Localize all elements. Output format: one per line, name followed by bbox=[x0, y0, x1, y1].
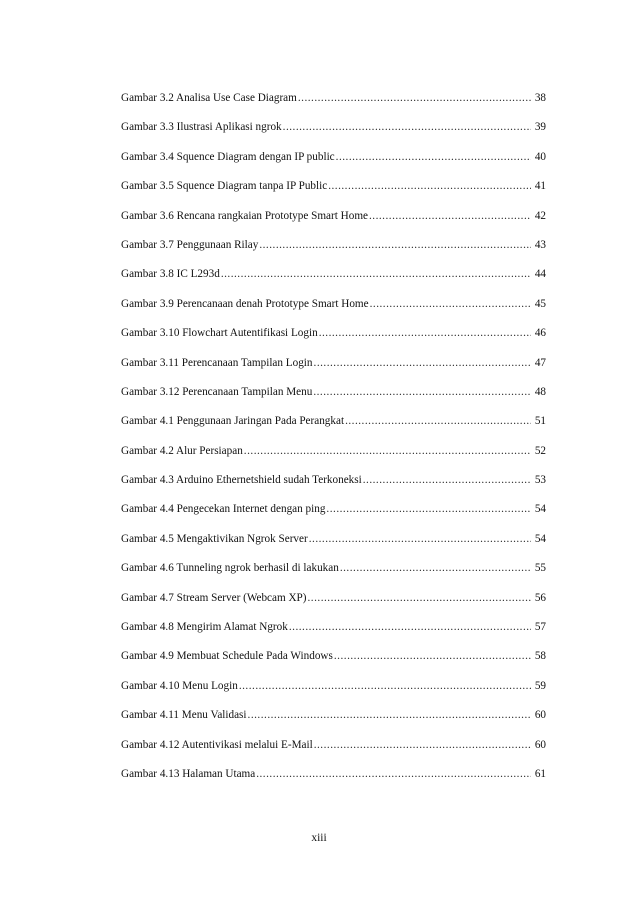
dot-leader bbox=[298, 91, 531, 105]
dot-leader bbox=[345, 414, 531, 428]
entry-label: Gambar 4.11 Menu Validasi bbox=[121, 709, 247, 722]
dot-leader bbox=[256, 767, 531, 781]
entry-label: Gambar 3.4 Squence Diagram dengan IP public bbox=[121, 150, 335, 163]
entry-page-number: 55 bbox=[534, 562, 546, 575]
entry-page-number: 60 bbox=[534, 709, 546, 722]
entry-page-number: 41 bbox=[534, 180, 546, 193]
entry-page-number: 40 bbox=[534, 150, 546, 163]
toc-entry bbox=[121, 91, 546, 120]
entry-label: Gambar 4.1 Penggunaan Jaringan Pada Perangkat bbox=[121, 415, 345, 428]
entry-page-number: 46 bbox=[534, 327, 546, 340]
page-number-footer: xiii bbox=[311, 832, 327, 844]
entry-page-number: 45 bbox=[534, 297, 546, 310]
entry-page-number: 48 bbox=[534, 385, 546, 398]
dot-leader bbox=[336, 150, 531, 164]
entry-label: Gambar 3.2 Analisa Use Case Diagram bbox=[121, 92, 297, 104]
toc-entry bbox=[121, 326, 546, 355]
entry-page-number: 60 bbox=[534, 738, 546, 751]
entry-label: Gambar 3.7 Penggunaan Rilay bbox=[121, 238, 259, 251]
toc-entry bbox=[121, 385, 546, 414]
dot-leader bbox=[289, 620, 531, 634]
toc-entry bbox=[121, 120, 546, 149]
entry-label: Gambar 3.3 Ilustrasi Aplikasi ngrok bbox=[121, 121, 282, 134]
entry-label: Gambar 3.9 Perencanaan denah Prototype Smart Home bbox=[121, 297, 369, 310]
toc-entry bbox=[121, 679, 546, 708]
entry-label: Gambar 4.9 Membuat Schedule Pada Windows bbox=[121, 650, 333, 663]
dot-leader bbox=[328, 179, 531, 193]
toc-entry bbox=[121, 620, 546, 649]
toc-entry bbox=[121, 502, 546, 531]
dot-leader bbox=[314, 738, 531, 752]
dot-leader bbox=[239, 679, 531, 693]
toc-entry bbox=[121, 708, 546, 737]
toc-entry bbox=[121, 414, 546, 443]
entry-page-number: 52 bbox=[534, 444, 546, 457]
dot-leader bbox=[369, 209, 531, 223]
entry-label: Gambar 4.13 Halaman Utama bbox=[121, 767, 256, 780]
entry-page-number: 53 bbox=[534, 474, 546, 487]
dot-leader bbox=[319, 326, 531, 340]
entry-label: Gambar 3.5 Squence Diagram tanpa IP Public bbox=[121, 180, 328, 193]
toc-entry bbox=[121, 209, 546, 238]
entry-label: Gambar 4.10 Menu Login bbox=[121, 679, 238, 692]
toc-entry bbox=[121, 444, 546, 473]
entry-page-number: 47 bbox=[534, 356, 546, 369]
entry-label: Gambar 4.6 Tunneling ngrok berhasil di lakukan bbox=[121, 562, 339, 575]
entry-label: Gambar 4.12 Autentivikasi melalui E-Mail bbox=[121, 738, 313, 751]
dot-leader bbox=[308, 591, 532, 605]
dot-leader bbox=[313, 385, 531, 399]
dot-leader bbox=[363, 473, 531, 487]
entry-page-number: 42 bbox=[534, 209, 546, 222]
dot-leader bbox=[244, 444, 531, 458]
dot-leader bbox=[259, 238, 531, 252]
dot-leader bbox=[370, 297, 531, 311]
entry-page-number: 38 bbox=[534, 92, 546, 104]
entry-label: Gambar 3.10 Flowchart Autentifikasi Login bbox=[121, 327, 318, 340]
entry-label: Gambar 4.3 Arduino Ethernetshield sudah Terkoneksi bbox=[121, 474, 362, 487]
entry-label: Gambar 4.2 Alur Persiapan bbox=[121, 444, 243, 457]
dot-leader bbox=[221, 267, 531, 281]
entry-page-number: 39 bbox=[534, 121, 546, 134]
toc-entry bbox=[121, 356, 546, 385]
entry-label: Gambar 4.5 Mengaktivikan Ngrok Server bbox=[121, 532, 308, 545]
toc-entry bbox=[121, 767, 546, 796]
entry-page-number: 54 bbox=[534, 532, 546, 545]
dot-leader bbox=[283, 120, 531, 134]
entry-page-number: 43 bbox=[534, 238, 546, 251]
toc-entry bbox=[121, 591, 546, 620]
toc-entry bbox=[121, 649, 546, 678]
entry-label: Gambar 3.12 Perencanaan Tampilan Menu bbox=[121, 385, 313, 398]
dot-leader bbox=[314, 356, 531, 370]
entry-page-number: 56 bbox=[534, 591, 546, 604]
toc-entry bbox=[121, 473, 546, 502]
dot-leader bbox=[309, 532, 531, 546]
entry-label: Gambar 4.7 Stream Server (Webcam XP) bbox=[121, 591, 307, 604]
toc-entry bbox=[121, 738, 546, 767]
entry-page-number: 57 bbox=[534, 621, 546, 634]
dot-leader bbox=[340, 561, 531, 575]
entry-label: Gambar 4.8 Mengirim Alamat Ngrok bbox=[121, 621, 288, 634]
entry-label: Gambar 3.11 Perencanaan Tampilan Login bbox=[121, 356, 313, 369]
toc-entry bbox=[121, 561, 546, 590]
entry-page-number: 54 bbox=[534, 503, 546, 516]
toc-entry bbox=[121, 238, 546, 267]
list-of-figures bbox=[121, 91, 546, 796]
toc-entry bbox=[121, 267, 546, 296]
entry-page-number: 44 bbox=[534, 268, 546, 281]
entry-page-number: 58 bbox=[534, 650, 546, 663]
toc-entry bbox=[121, 532, 546, 561]
dot-leader bbox=[334, 649, 531, 663]
entry-label: Gambar 3.6 Rencana rangkaian Prototype Smart Home bbox=[121, 209, 368, 222]
toc-entry bbox=[121, 297, 546, 326]
toc-entry bbox=[121, 150, 546, 179]
toc-entry bbox=[121, 179, 546, 208]
entry-page-number: 61 bbox=[534, 767, 546, 780]
entry-page-number: 51 bbox=[534, 415, 546, 428]
dot-leader bbox=[248, 708, 531, 722]
entry-page-number: 59 bbox=[534, 679, 546, 692]
entry-label: Gambar 4.4 Pengecekan Internet dengan ping bbox=[121, 503, 326, 516]
entry-label: Gambar 3.8 IC L293d bbox=[121, 268, 220, 281]
dot-leader bbox=[326, 502, 531, 516]
